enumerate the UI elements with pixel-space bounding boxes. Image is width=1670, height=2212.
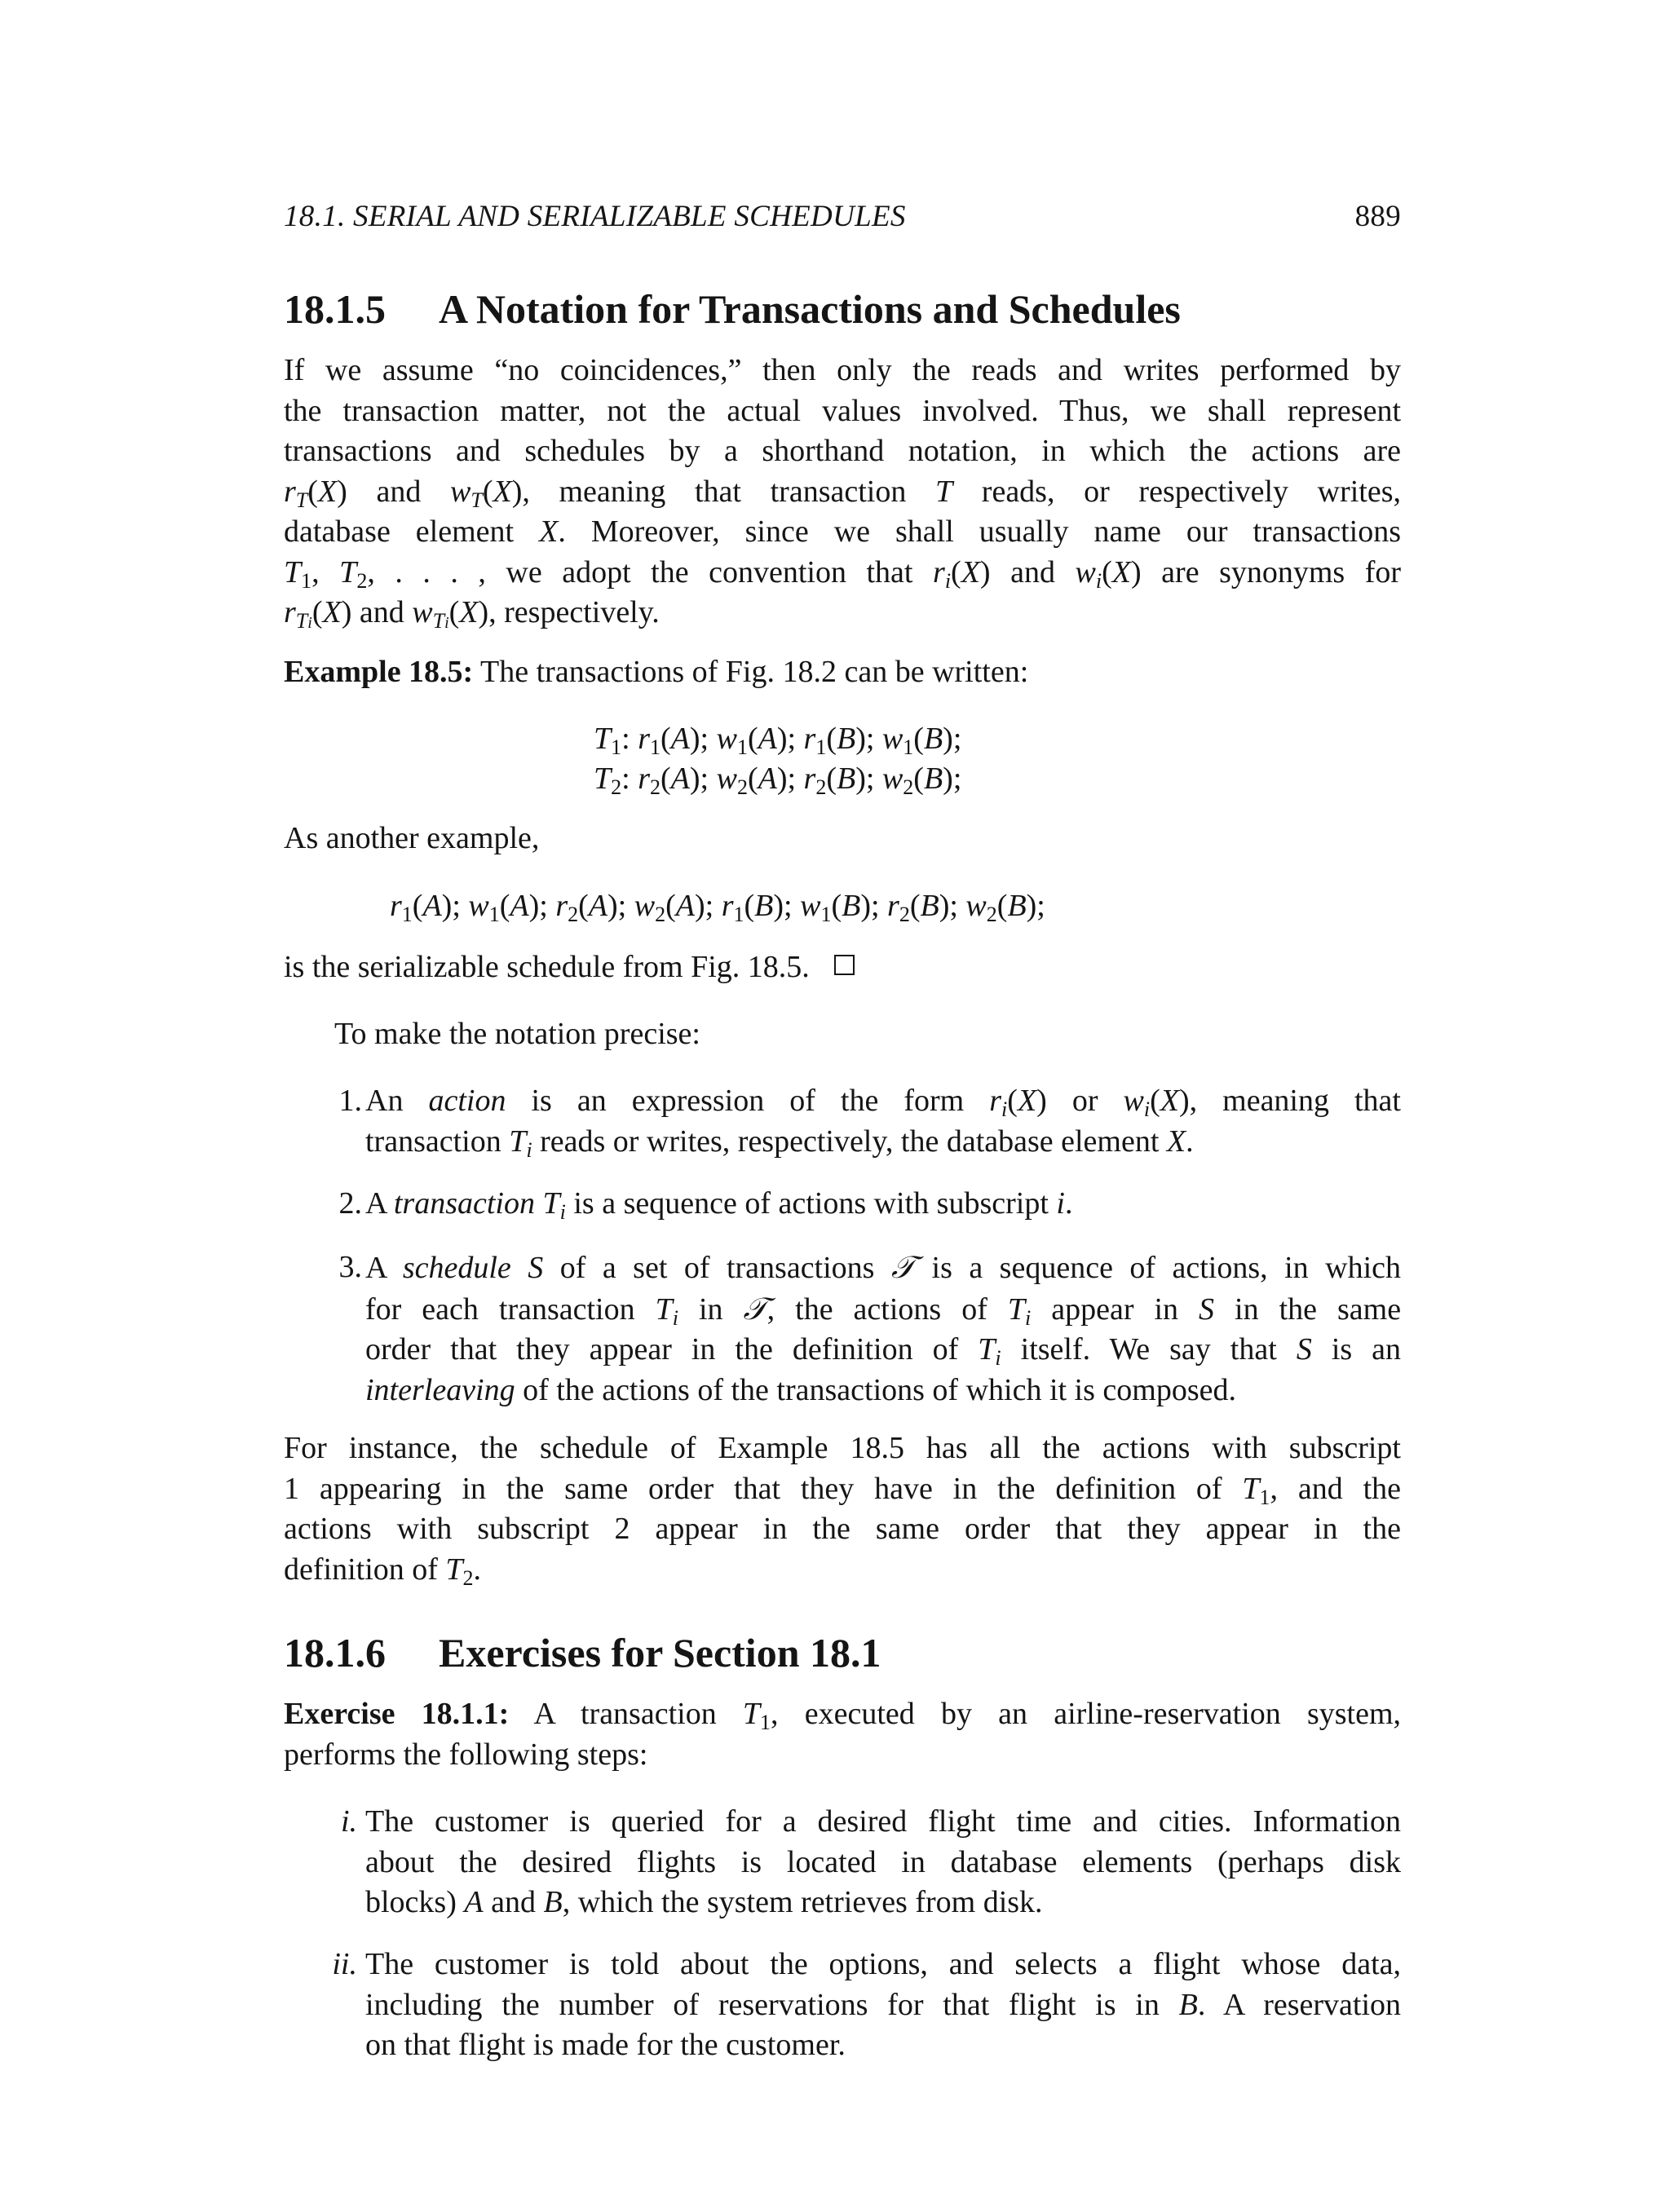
text-line: $r_T(X)$ and $w_T(X)$, meaning that transaction T reads, or respectively writes, [284,474,1402,512]
notation-paragraph [284,351,1401,634]
example-closing: is the serializable schedule from Fig. 18.5. [284,947,1401,988]
section-title: Exercises for Section 18.1 [439,1630,881,1676]
list-label: 1. [338,1084,362,1118]
section-number: 18.1.5 [284,286,386,332]
example-intro: Example 18.5: The transactions of Fig. 18.2 can be written: [284,655,1029,689]
list-item: 1. An action is an expression of the form $r_i(X)$ or $w_i(X)$, meaning that transaction $T_i$ reads or writes, respectively, the database element X. [284,1081,1401,1162]
transaction-t1: $T_1$: $r_1(A)$; $w_1(A)$; $r_1(B)$; $w_1(B)$; [594,722,962,759]
precise-intro: To make the notation precise: [334,1017,700,1051]
serializable-schedule: $r_1(A)$; $w_1(A)$; $r_2(A)$; $w_2(A)$; $r_1(B)$; $w_1(B)$; $r_2(B)$; $w_2(B)$; [390,889,1045,926]
section-heading-exercises [284,1629,881,1676]
another-example: As another example, [284,821,540,855]
exercise-label: Exercise 18.1.1: [284,1697,510,1731]
text-line: 1 appearing in the same order that they have in the definition of $T_1$, and the [284,1471,1402,1509]
list-label: i. [340,1804,357,1839]
qed-box-icon [834,955,855,975]
text-line: database element X. Moreover, since we shall usually name our transactions [284,514,1401,549]
text-line: definition of $T_2$. [284,1552,482,1590]
list-item: i. The customer is queried for a desired flight time and cities. Information about the desired flights is located in database elements (perhaps disk blocks) A and B, which the system retrieves from disk. [284,1802,1401,1923]
text-line: If we assume “no coincidences,” then only the reads and writes performed by [284,353,1401,387]
text-line: actions with subscript 2 appear in the same order that they appear in the [284,1512,1401,1546]
section-number: 18.1.6 [284,1630,386,1676]
list-label: ii. [332,1947,357,1981]
page-number: 889 [1354,200,1401,233]
instance-paragraph [284,1428,1401,1590]
text-line: the transaction matter, not the actual values involved. Thus, we shall represent [284,393,1401,428]
text-line: $r_{Ti}(X)$ and $w_{Ti}(X)$, respectively. [284,595,660,633]
running-title: 18.1. SERIAL AND SERIALIZABLE SCHEDULES [284,200,906,233]
section-title: A Notation for Transactions and Schedules [439,286,1181,332]
text-line: $T_1$, $T_2$, . . . , we adopt the convention that $r_i(X)$ and $w_i(X)$ are synonyms for [284,554,1402,593]
example-label: Example 18.5: [284,655,474,689]
list-label: 3. [338,1250,362,1284]
text-line: transactions and schedules by a shorthand notation, in which the actions are [284,434,1401,468]
list-item: ii. The customer is told about the options, and selects a flight whose data, including the number of reservations for that flight is in B. A reservation on that flight is made for the customer. [284,1945,1401,2066]
section-heading-notation [284,285,1181,333]
list-item: 2. A transaction $T_i$ is a sequence of actions with subscript i. [284,1184,1401,1225]
transaction-t2: $T_2$: $r_2(A)$; $w_2(A)$; $r_2(B)$; $w_2(B)$; [594,762,962,799]
exercise-intro: Exercise 18.1.1: A transaction $T_1$, executed by an airline-reservation system, performs the following steps: [284,1697,1402,1772]
text-line: For instance, the schedule of Example 18.5 has all the actions with subscript [284,1431,1401,1465]
list-label: 2. [338,1186,362,1221]
running-header [284,199,1401,240]
list-item: 3. A schedule S of a set of transactions 𝒯 is a sequence of actions, in which for each transaction $T_i$ in 𝒯, the actions of $T_i$ appear in S in the same order that they appear in the definition of $T_i$ itself. We say that S is an interleaving of the actions of the transactions of which it is composed. [284,1247,1401,1411]
